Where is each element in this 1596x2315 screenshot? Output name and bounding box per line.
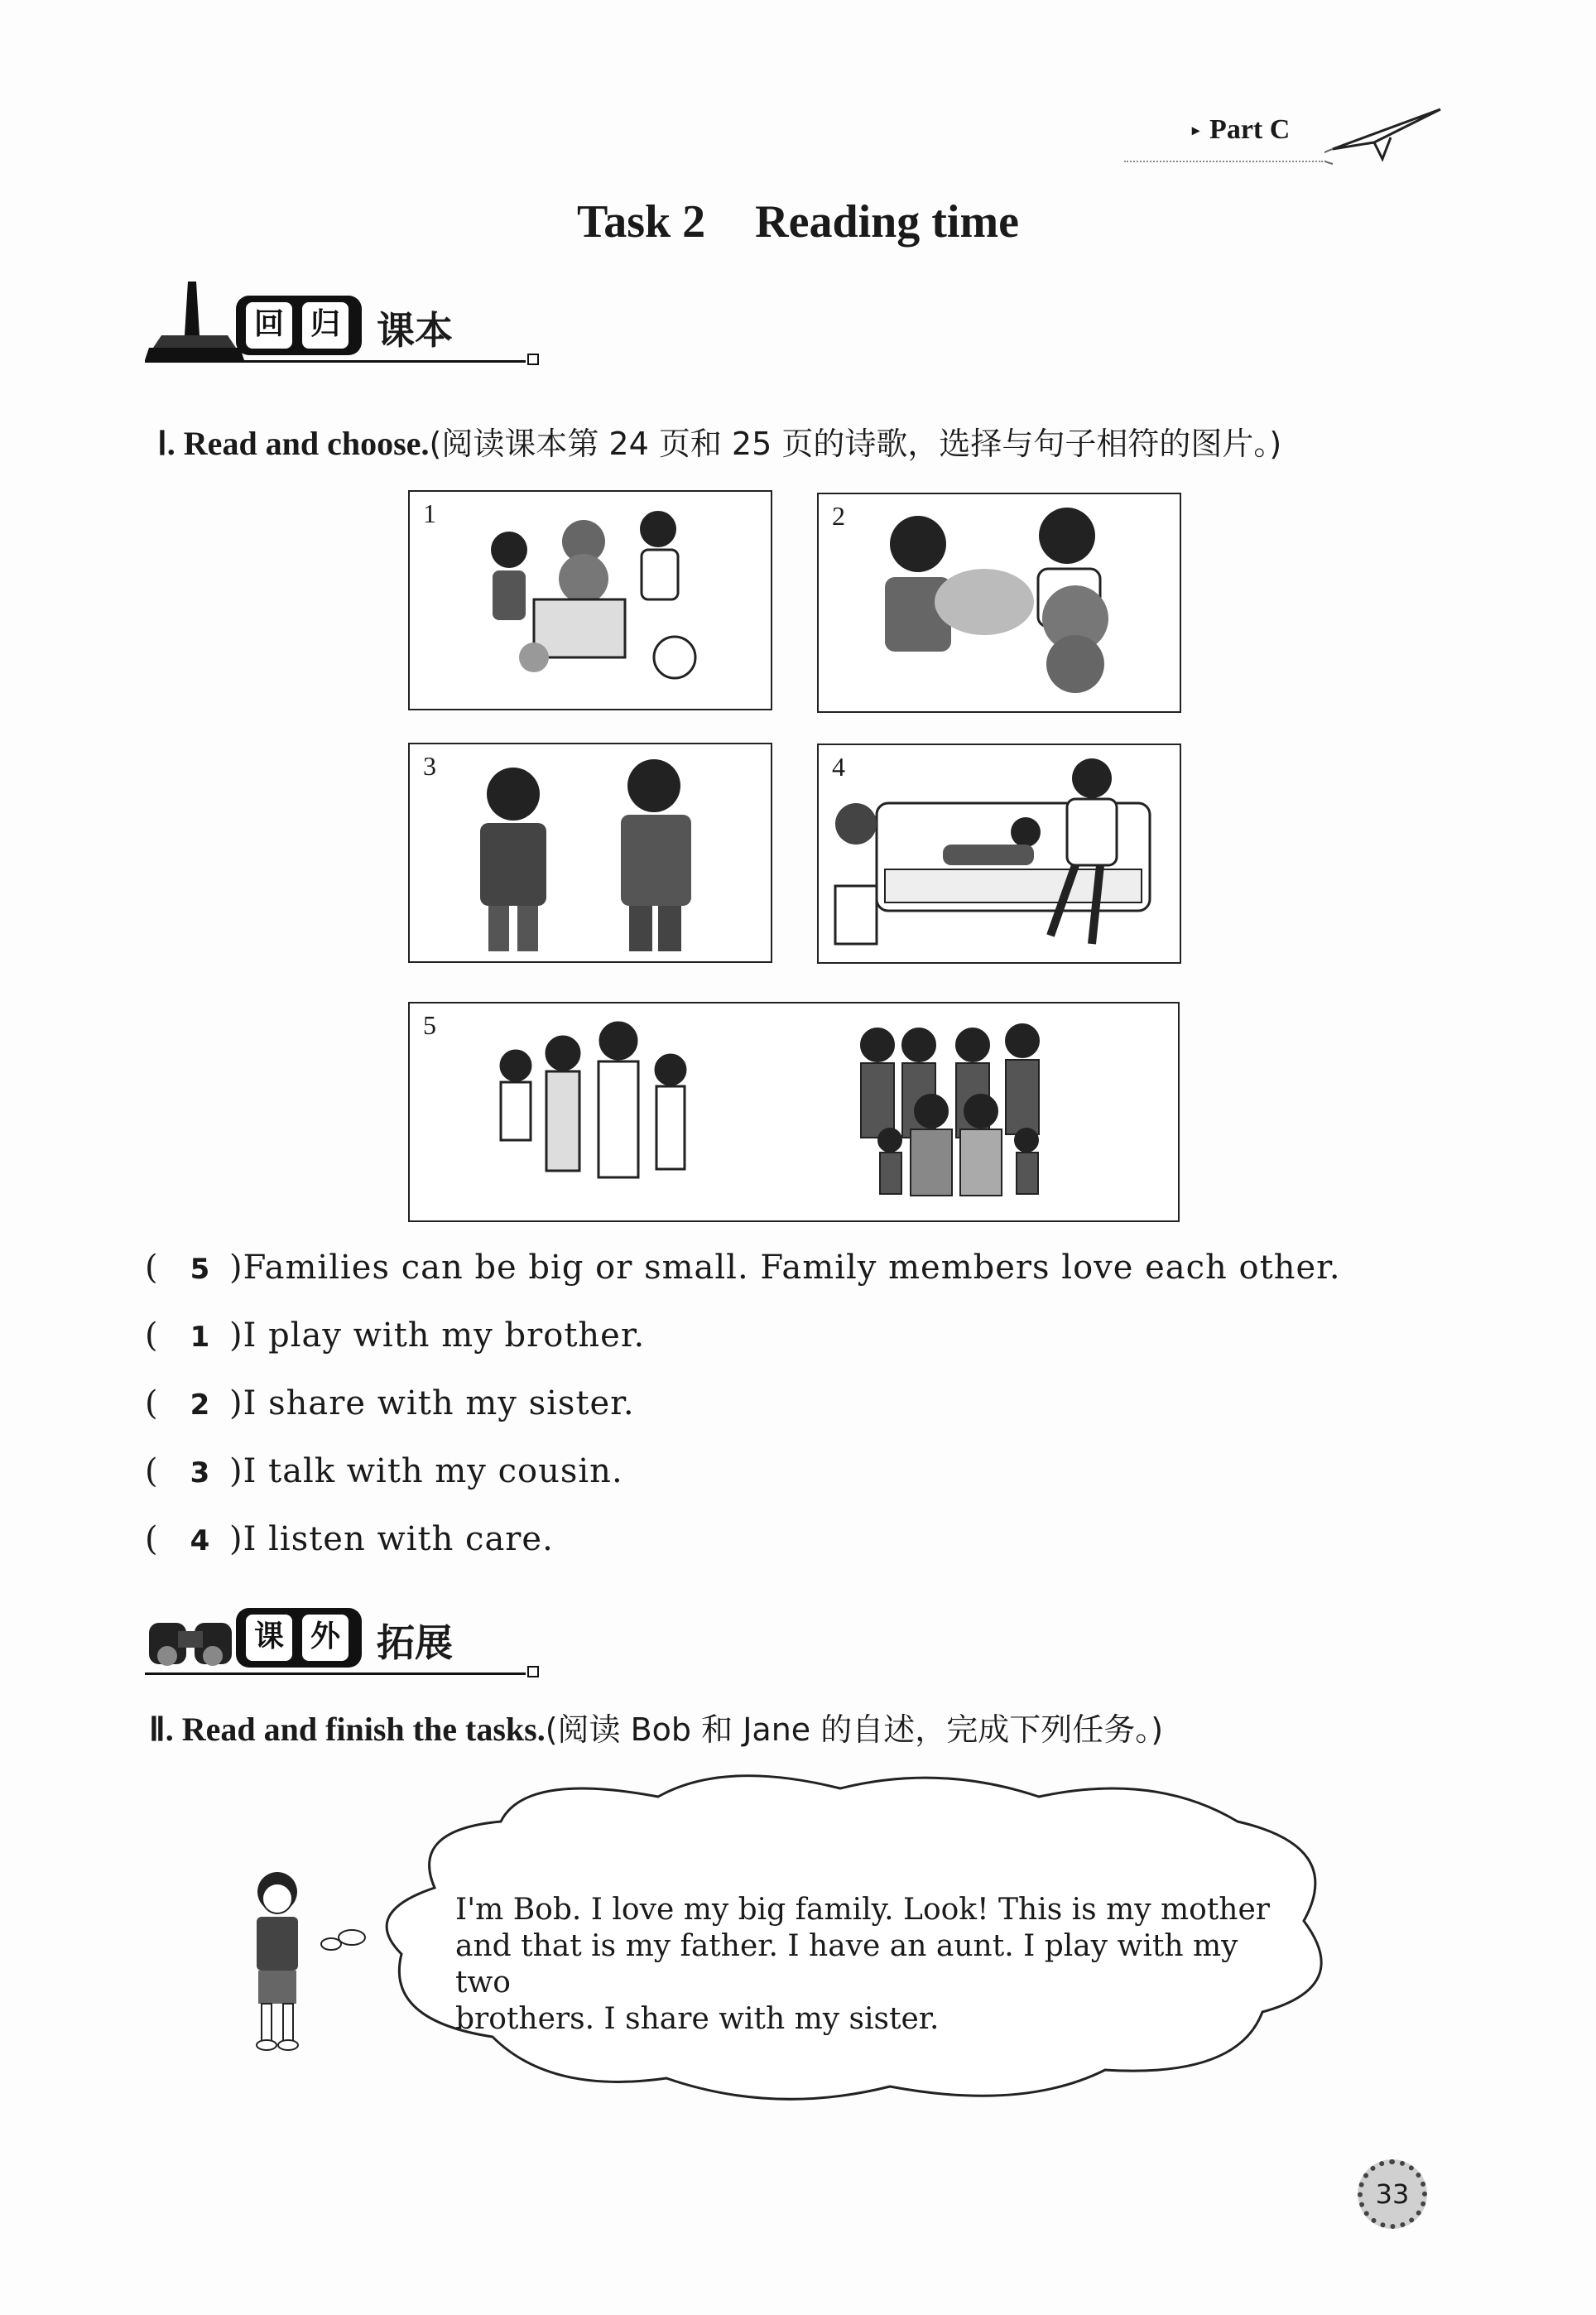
answer-2[interactable]: 1 — [190, 1321, 211, 1354]
picture-4: 4 — [817, 744, 1181, 964]
task-name: Reading time — [755, 196, 1019, 248]
answer-4[interactable]: 3 — [190, 1456, 211, 1490]
header-part-label: ▸ Part C — [1192, 114, 1291, 145]
picture-2: 2 — [817, 493, 1181, 713]
sisters-sharing-illustration — [819, 494, 1180, 711]
bob-boy-illustration — [240, 1867, 315, 2053]
picture-1: 1 — [408, 490, 772, 710]
answer-1[interactable]: 5 — [190, 1253, 211, 1286]
section-heading-review — [145, 277, 542, 368]
header-divider — [1124, 161, 1323, 162]
binoculars-icon — [145, 1606, 236, 1672]
picture-5: 5 — [408, 1002, 1180, 1222]
instruction-2: Ⅱ. Read and finish the tasks.(阅读 Bob 和 Jane 的自述，完成下列任务。) — [149, 1711, 1164, 1748]
answer-5[interactable]: 4 — [190, 1524, 211, 1557]
section-subtitle-textbook: 课本 — [377, 308, 453, 353]
answer-row-1: ( 5 )Families can be big or small. Family members love each other. — [145, 1249, 1341, 1287]
cousins-talking-illustration — [410, 744, 771, 961]
monument-icon — [145, 277, 244, 368]
answer-3[interactable]: 2 — [190, 1389, 211, 1422]
task-number: Task 2 — [576, 196, 706, 248]
answer-row-3: ( 2 )I share with my sister. — [145, 1384, 635, 1422]
section-subtitle-expand: 拓展 — [377, 1620, 453, 1665]
answer-row-5: ( 4 )I listen with care. — [145, 1520, 554, 1558]
section-heading-extension — [145, 1590, 542, 1681]
badge-review: 回 归 — [236, 296, 362, 355]
page-title — [0, 195, 1596, 248]
badge-extension: 课 外 — [236, 1608, 362, 1668]
answer-row-2: ( 1 )I play with my brother. — [145, 1316, 646, 1355]
instruction-1: Ⅰ. Read and choose.(阅读课本第 24 页和 25 页的诗歌，选择与句子相符的图片。) — [157, 425, 1282, 462]
listening-with-care-illustration — [819, 745, 1180, 962]
brothers-playing-illustration — [410, 492, 771, 709]
small-and-big-families-illustration — [410, 1003, 1178, 1220]
bob-self-introduction: I'm Bob. I love my big family. Look! This is my mother and that is my father. I have an aunt. I play with my two brothers. I share with my sister. — [455, 1893, 1270, 2036]
answer-row-4: ( 3 )I talk with my cousin. — [145, 1452, 623, 1490]
picture-3: 3 — [408, 743, 772, 963]
paper-plane-icon — [1324, 99, 1449, 166]
page-number: 33 — [1358, 2159, 1427, 2229]
